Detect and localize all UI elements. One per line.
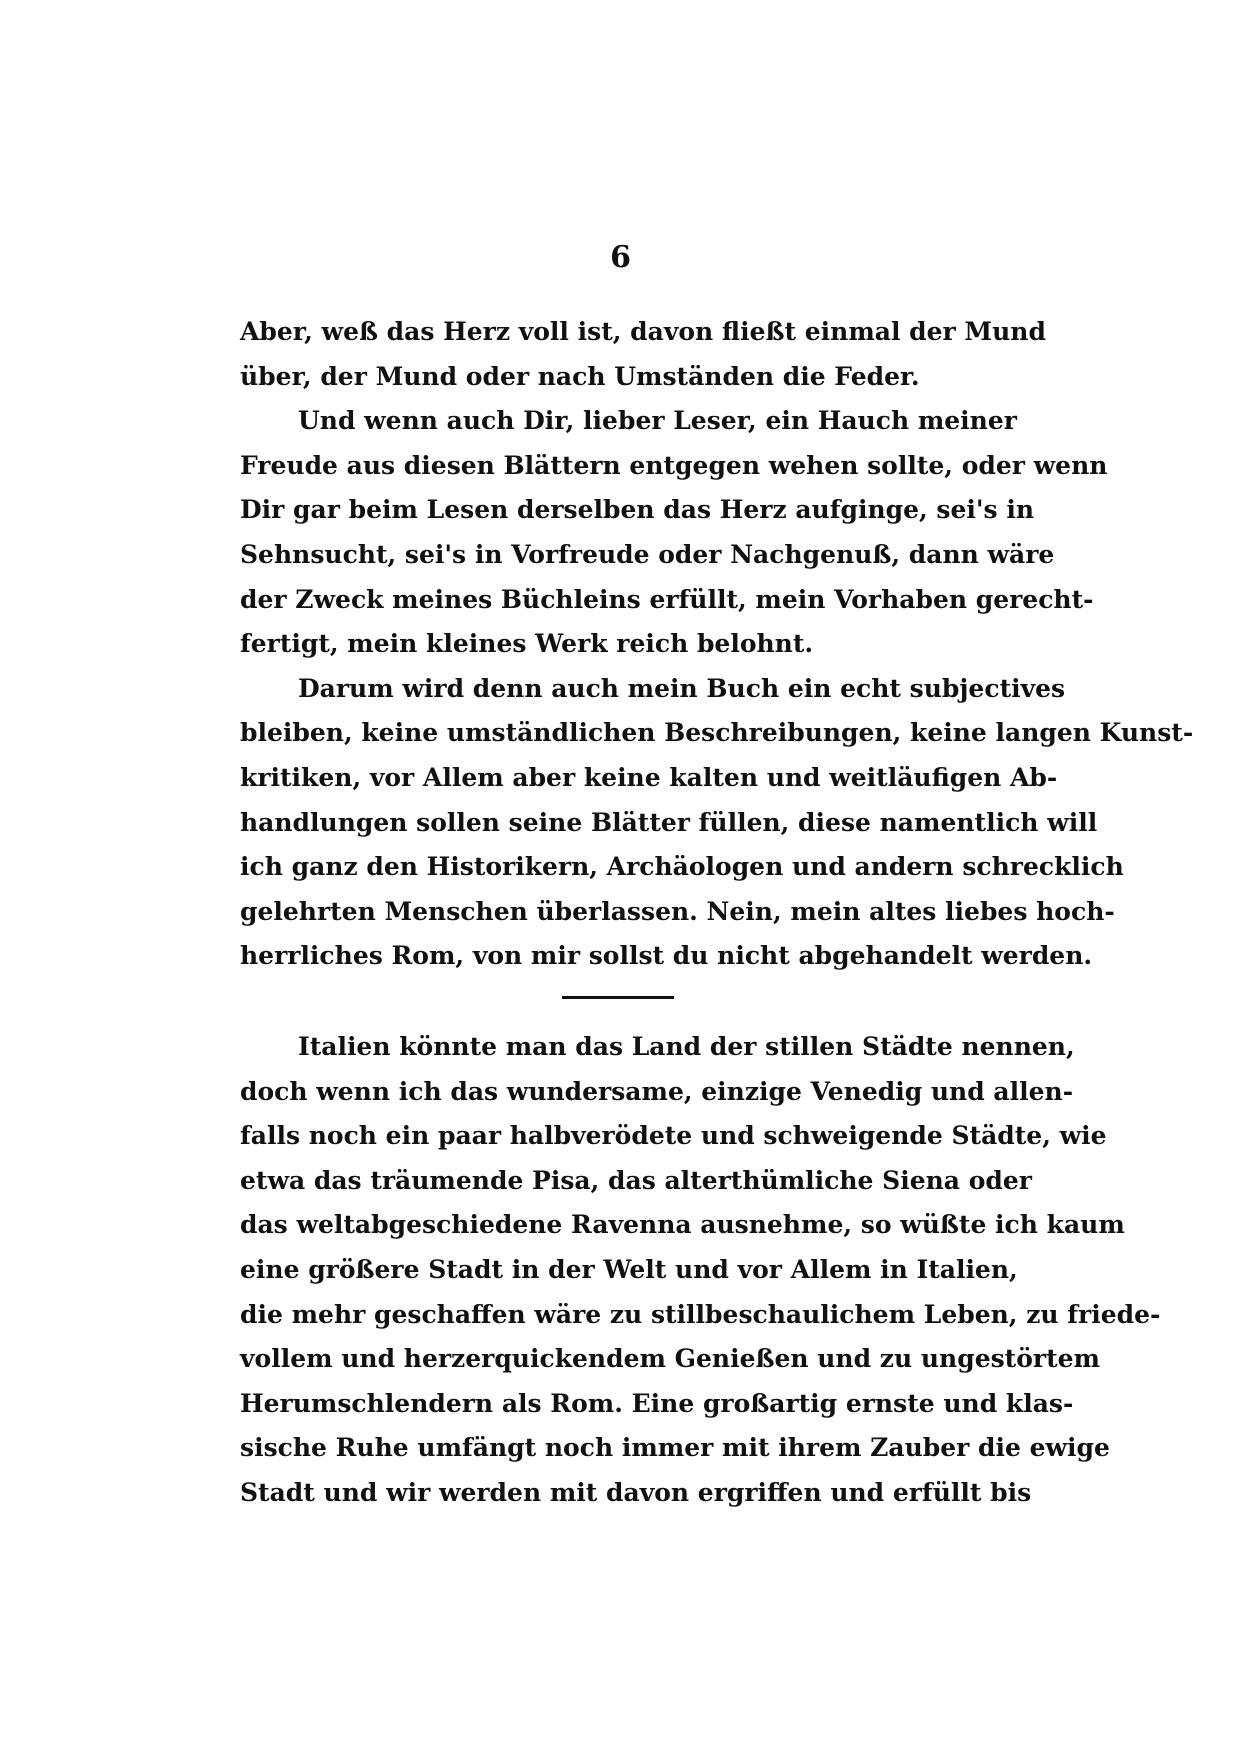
text-line: gelehrten Menschen überlassen. Nein, mein altes liebes hoch- [240, 896, 1115, 926]
text-line: Herumschlendern als Rom. Eine großartig ernste und klas- [240, 1388, 1074, 1418]
text-line: eine größere Stadt in der Welt und vor Allem in Italien, [240, 1254, 1018, 1284]
text-line: etwa das träumende Pisa, das alterthümliche Siena oder [240, 1165, 1032, 1195]
text-line: Darum wird denn auch mein Buch ein echt subjectives [298, 673, 1066, 703]
text-line: Italien könnte man das Land der stillen Städte nennen, [298, 1032, 1075, 1061]
paragraph-block-2 [240, 1025, 1161, 1516]
text-line: falls noch ein paar halbverödete und schweigende Städte, wie [240, 1121, 1107, 1151]
text-line: Sehnsucht, sei's in Vorfreude oder Nachgenuß, dann wäre [240, 539, 1055, 569]
text-line: die mehr geschaffen wäre zu stillbeschaulichem Leben, zu friede- [240, 1299, 1161, 1329]
paragraph-block-1 [240, 310, 1194, 979]
text-line: sische Ruhe umfängt noch immer mit ihrem Zauber die ewige [240, 1433, 1110, 1463]
text-line: Aber, weß das Herz voll ist, davon fließt einmal der Mund [240, 317, 1046, 346]
text-line: herrliches Rom, von mir sollst du nicht abgehandelt werden. [240, 941, 1093, 971]
text-line: bleiben, keine umständlichen Beschreibungen, keine langen Kunst- [240, 718, 1194, 748]
text-line: das weltabgeschiedene Ravenna ausnehme, so wüßte ich kaum [240, 1210, 1125, 1240]
text-line: über, der Mund oder nach Umständen die Feder. [240, 361, 920, 391]
page-number: 6 [610, 240, 631, 275]
text-line: doch wenn ich das wundersame, einzige Venedig und allen- [240, 1076, 1074, 1106]
text-line: vollem und herzerquickendem Genießen und zu ungestörtem [240, 1344, 1100, 1374]
text-line: ich ganz den Historikern, Archäologen und andern schrecklich [240, 852, 1124, 882]
text-line: Dir gar beim Lesen derselben das Herz aufginge, sei's in [240, 495, 1035, 525]
text-line: der Zweck meines Büchleins erfüllt, mein Vorhaben gerecht- [240, 584, 1094, 614]
section-divider [562, 996, 674, 999]
text-line: Freude aus diesen Blättern entgegen wehen sollte, oder wenn [240, 450, 1108, 480]
text-line: kritiken, vor Allem aber keine kalten und weitläufigen Ab- [240, 762, 1058, 792]
text-line: fertigt, mein kleines Werk reich belohnt. [240, 629, 814, 659]
text-line: Stadt und wir werden mit davon ergriffen und erfüllt bis [240, 1477, 1032, 1507]
text-line: Und wenn auch Dir, lieber Leser, ein Hauch meiner [298, 406, 1017, 436]
text-line: handlungen sollen seine Blätter füllen, diese namentlich will [240, 807, 1098, 837]
